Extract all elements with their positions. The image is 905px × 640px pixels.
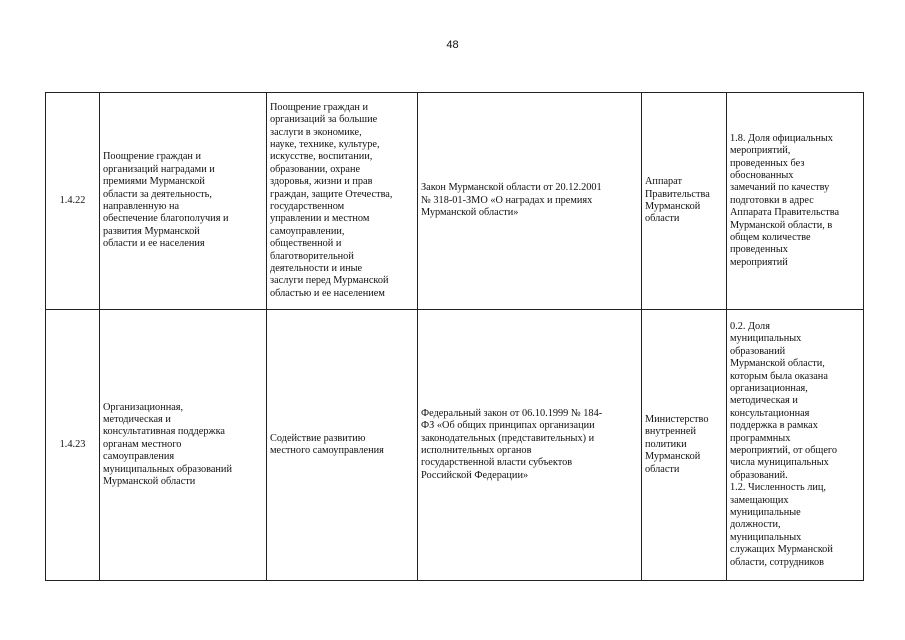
measure-name: Поощрение граждан и организаций наградами и премиями Мурманской области за деятельность, направленную на обеспечение благополучия и развития Мурманской области и ее населения <box>100 93 267 310</box>
page-number: 48 <box>446 39 459 51</box>
row-number: 1.4.23 <box>46 310 100 581</box>
executor: Министерство внутренней политики Мурманской области <box>642 310 727 581</box>
legal-basis: Федеральный закон от 06.10.1999 № 184- ФЗ «Об общих принципах организации законодательных (представительных) и исполнительных органов государственной власти субъектов Российской Федерации» <box>418 310 642 581</box>
measure-goal: Содействие развитию местного самоуправления <box>267 310 418 581</box>
table-row <box>46 310 864 581</box>
row-number: 1.4.22 <box>46 93 100 310</box>
measure-goal: Поощрение граждан и организаций за большие заслуги в экономике, науке, технике, культуре, искусстве, воспитании, образовании, охране здоровья, жизни и прав граждан, защите Отечества, государственном управлении и местном самоуправлении, общественной и благотворительной деятельности и иные заслуги перед Мурманской областью и ее населением <box>267 93 418 310</box>
measures-table <box>45 92 864 581</box>
measure-name: Организационная, методическая и консультативная поддержка органам местного самоуправления муниципальных образований Мурманской области <box>100 310 267 581</box>
indicator: 1.8. Доля официальных мероприятий, проведенных без обоснованных замечаний по качеству подготовки в адрес Аппарата Правительства Мурманской области, в общем количестве проведенных мероприятий <box>727 93 864 310</box>
table-row <box>46 93 864 310</box>
legal-basis: Закон Мурманской области от 20.12.2001 № 318-01-ЗМО «О наградах и премиях Мурманской области» <box>418 93 642 310</box>
indicator: 0.2. Доля муниципальных образований Мурманской области, которым была оказана организационная, методическая и консультационная поддержка в рамках программных мероприятий, от общего числа муниципальных образований. 1.2. Численность лиц, замещающих муниципальные должности, муниципальных служащих Мурманской области, сотрудников <box>727 310 864 581</box>
executor: Аппарат Правительства Мурманской области <box>642 93 727 310</box>
